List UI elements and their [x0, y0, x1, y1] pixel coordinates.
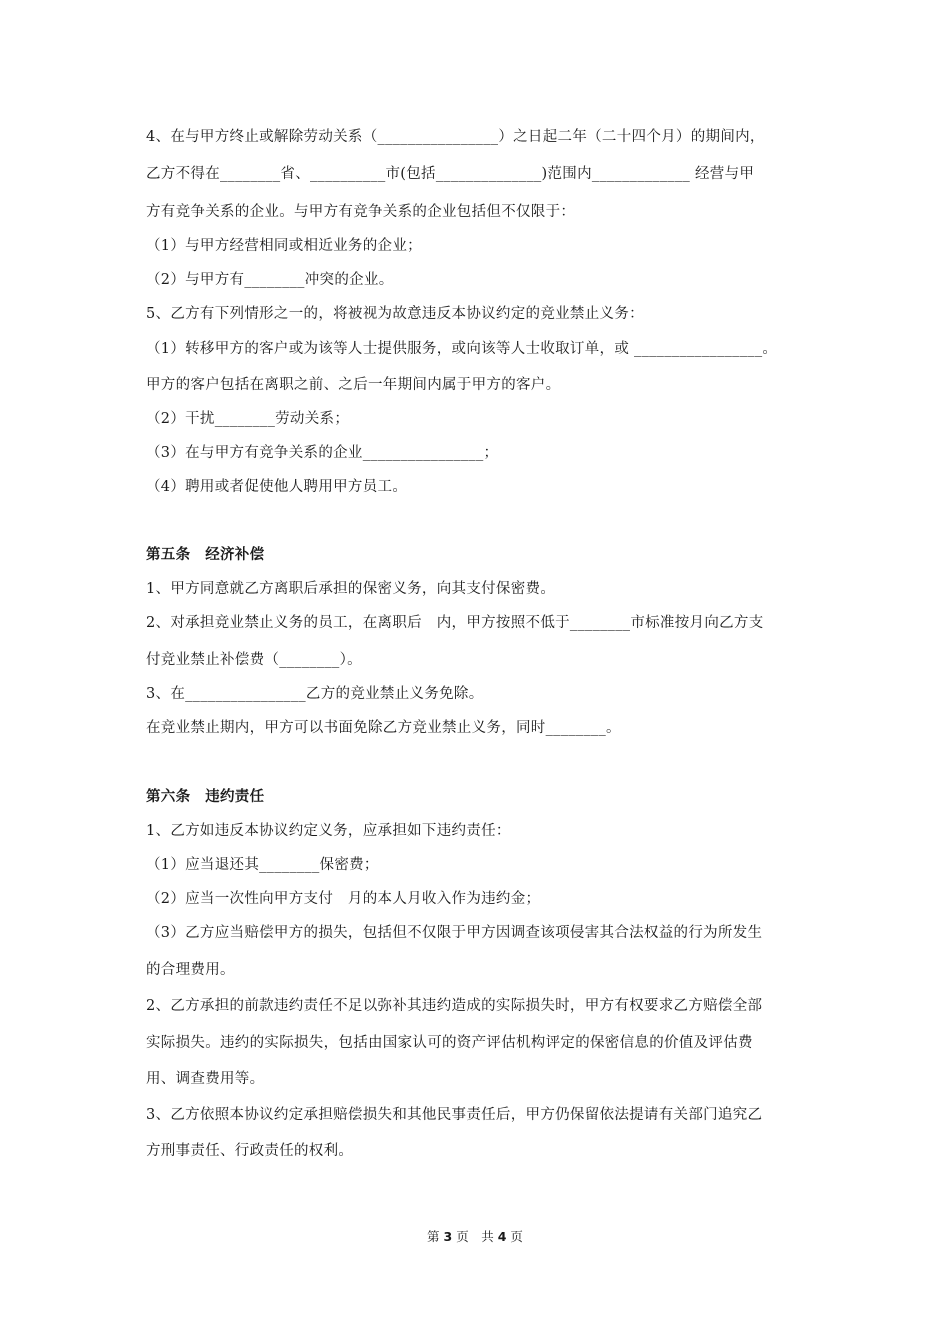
footer-prefix: 第	[427, 1229, 440, 1244]
article-6-heading: 第六条 违约责任	[146, 788, 265, 805]
clause-5-line-1: 5、乙方有下列情形之一的，将被视为故意违反本协议约定的竞业禁止义务：	[146, 306, 644, 322]
article-6-item-2: （2）应当一次性向甲方支付 月的本人月收入作为违约金；	[146, 891, 541, 907]
article-5-line-1: 1、甲方同意就乙方离职后承担的保密义务，向其支付保密费。	[146, 581, 556, 597]
article-5-line-4: 3、在________________乙方的竞业禁止义务免除。	[146, 686, 484, 702]
footer-suffix: 页	[510, 1229, 523, 1244]
clause-5-item-1: （1）转移甲方的客户或为该等人士提供服务，或向该等人士收取订单，或 _________________。	[146, 341, 778, 357]
clause-5-item-2: （2）干扰________劳动关系；	[146, 411, 350, 427]
clause-5-note: 甲方的客户包括在离职之前、之后一年期间内属于甲方的客户。	[146, 377, 561, 393]
clause-4-item-2: （2）与甲方有________冲突的企业。	[146, 272, 394, 288]
footer-page-number: 3	[443, 1229, 453, 1244]
page-footer	[0, 1228, 950, 1246]
clause-4-line-2: 乙方不得在________省、__________市(包括______________)范围内_____________ 经营与甲	[146, 166, 755, 182]
clause-5-item-3: （3）在与甲方有竞争关系的企业________________；	[146, 445, 499, 461]
footer-total-pages: 4	[497, 1229, 507, 1244]
article-6-line-6: 方刑事责任、行政责任的权利。	[146, 1143, 354, 1159]
clause-4-line-3: 方有竞争关系的企业。与甲方有竞争关系的企业包括但不仅限于：	[146, 204, 576, 220]
footer-middle: 页 共	[456, 1229, 494, 1244]
article-6-item-3-cont: 的合理费用。	[146, 962, 235, 978]
article-6-item-1: （1）应当退还其________保密费；	[146, 857, 379, 873]
article-6-line-4: 用、调查费用等。	[146, 1071, 265, 1087]
article-6-line-1: 1、乙方如违反本协议约定义务，应承担如下违约责任：	[146, 823, 511, 839]
article-6-line-2: 2、乙方承担的前款违约责任不足以弥补其违约造成的实际损失时，甲方有权要求乙方赔偿全部	[146, 998, 763, 1014]
article-5-line-2: 2、对承担竞业禁止义务的员工，在离职后 内，甲方按照不低于________市标准按月向乙方支	[146, 615, 764, 631]
article-5-line-5: 在竞业禁止期内，甲方可以书面免除乙方竞业禁止义务，同时________。	[146, 720, 621, 736]
article-6-item-3: （3）乙方应当赔偿甲方的损失，包括但不仅限于甲方因调查该项侵害其合法权益的行为所发生	[146, 925, 763, 941]
clause-5-item-4: （4）聘用或者促使他人聘用甲方员工。	[146, 479, 408, 495]
article-6-line-5: 3、乙方依照本协议约定承担赔偿损失和其他民事责任后，甲方仍保留依法提请有关部门追究乙	[146, 1107, 763, 1123]
article-6-line-3: 实际损失。违约的实际损失，包括由国家认可的资产评估机构评定的保密信息的价值及评估费	[146, 1035, 753, 1051]
clause-4-item-1: （1）与甲方经营相同或相近业务的企业；	[146, 238, 422, 254]
clause-4-line-1: 4、在与甲方终止或解除劳动关系（________________）之日起二年（二十四个月）的期间内，	[146, 129, 765, 145]
article-5-heading: 第五条 经济补偿	[146, 546, 265, 563]
article-5-line-3: 付竞业禁止补偿费（________）。	[146, 652, 362, 668]
